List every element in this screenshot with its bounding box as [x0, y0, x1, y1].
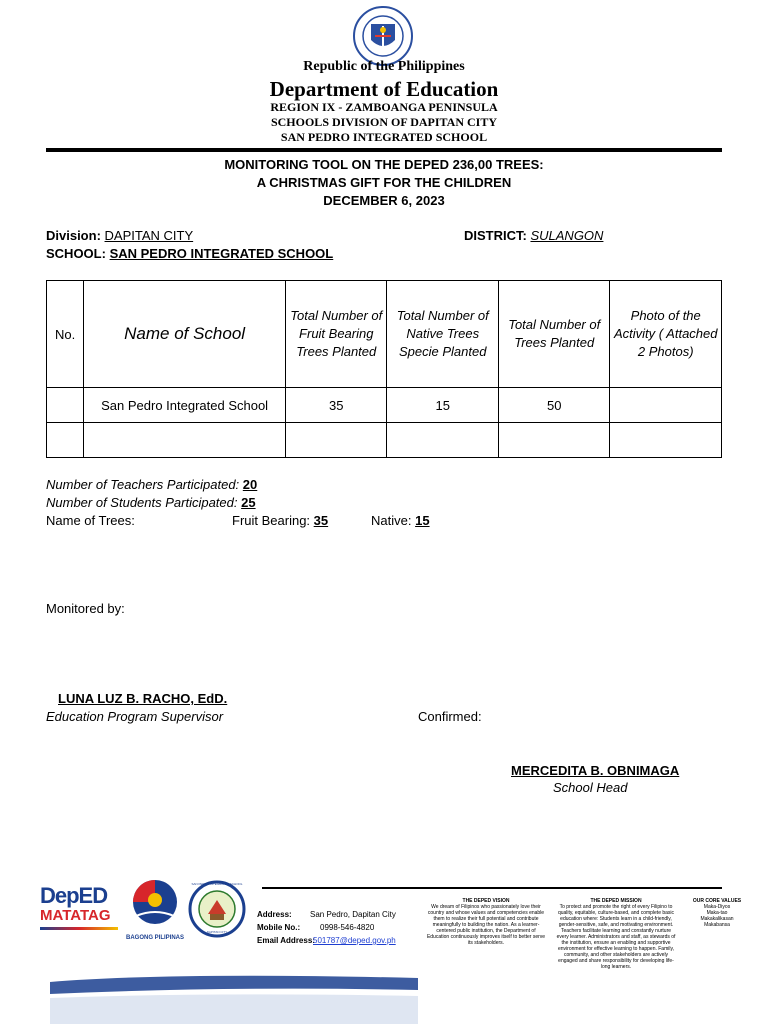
bagong-pilipinas-logo	[122, 878, 188, 941]
division-label: Division:	[46, 228, 101, 243]
footer-divider	[262, 887, 722, 889]
core-value-item: Makabansa	[704, 922, 730, 928]
division-field	[46, 228, 193, 243]
school-seal-logo	[188, 880, 246, 938]
supervisor-title: Education Program Supervisor	[46, 709, 224, 724]
bagong-pilipinas-text: BAGONG PILIPINAS	[125, 935, 184, 941]
email-label: Email Address:	[257, 936, 315, 945]
col-native: Total Number of Native Trees Specie Planted	[387, 281, 498, 388]
fruit-label: Fruit Bearing:	[232, 513, 311, 528]
header-republic: Republic of the Philippines	[303, 59, 465, 74]
doc-date: DECEMBER 6, 2023	[323, 193, 445, 208]
cell-fruit: 35	[286, 388, 387, 423]
mobile-value: 0998-546-4820	[320, 923, 375, 932]
school-head-title: School Head	[553, 780, 628, 795]
cell-photo	[610, 423, 722, 458]
core-value-item: Makakalikasan	[700, 916, 734, 922]
table-header-row	[47, 281, 722, 388]
native-label: Native:	[371, 513, 412, 528]
core-value-item: Maka-Diyos	[703, 904, 731, 910]
email-link[interactable]: 501787@deped.gov.ph	[313, 936, 396, 945]
cell-total: 50	[498, 388, 609, 423]
header-region: REGION IX - ZAMBOANGA PENINSULA	[270, 100, 498, 114]
header-school: SAN PEDRO INTEGRATED SCHOOL	[280, 130, 488, 144]
monitored-by-label: Monitored by:	[46, 601, 125, 616]
mission-text: To protect and promote the right of every Filipino to quality, equitable, culture-based, and complete basic education where: Students learn in a child-friendly, gender-sensitive, safe, and motivating environment. Teachers facilitate learning and constantly nurture every learner. Administrators and staff, as stewards of the institution, ensure an enabling and supportive environment for effective learning to happen. Family, community, and other stakeholders are actively engaged and share responsibility for developing life-long learners.	[556, 904, 676, 970]
deped-mission-block	[556, 898, 676, 970]
col-fruit: Total Number of Fruit Bearing Trees Planted	[286, 281, 387, 388]
trees-label: Name of Trees:	[46, 513, 135, 528]
cell-no	[47, 388, 84, 423]
teachers-line	[46, 477, 257, 492]
students-line	[46, 495, 256, 510]
core-values-block	[684, 898, 750, 928]
table-row	[47, 423, 722, 458]
cell-name: San Pedro Integrated School	[84, 388, 286, 423]
core-value-item: Maka-tao	[706, 910, 728, 916]
school-seal-text: SAN PEDRO INTEGRATED SCHOOL	[191, 882, 243, 886]
cell-fruit	[286, 423, 387, 458]
matatag-wordmark: MATATAG	[40, 907, 111, 924]
district-field	[464, 228, 603, 243]
header-department: Department of Education	[269, 77, 499, 101]
address-label: Address:	[257, 910, 292, 919]
doc-title-line2: A CHRISTMAS GIFT FOR THE CHILDREN	[256, 175, 512, 190]
native-value: 15	[415, 513, 430, 528]
address-value: San Pedro, Dapitan City	[310, 910, 396, 919]
district-label: DISTRICT:	[464, 228, 527, 243]
doc-title-line1: MONITORING TOOL ON THE DEPED 236,00 TREES:	[224, 157, 544, 172]
mobile-label: Mobile No.:	[257, 923, 301, 932]
table-row	[47, 388, 722, 423]
teachers-label: Number of Teachers Participated:	[46, 477, 240, 492]
col-total: Total Number of Trees Planted	[498, 281, 609, 388]
deped-vision-block	[426, 898, 546, 946]
students-value: 25	[241, 495, 256, 510]
cell-native	[387, 423, 498, 458]
district-value: SULANGON	[530, 228, 604, 243]
col-no: No.	[47, 281, 84, 388]
core-values-title: OUR CORE VALUES	[692, 898, 742, 904]
school-seal-city: DAPITAN CITY	[206, 930, 228, 934]
cell-no	[47, 423, 84, 458]
footer-wave-decoration	[50, 968, 418, 1024]
supervisor-name: LUNA LUZ B. RACHO, EdD.	[58, 691, 228, 706]
teachers-value: 20	[242, 477, 258, 492]
confirmed-label: Confirmed:	[418, 709, 482, 724]
fruit-value: 35	[313, 513, 329, 528]
col-photo: Photo of the Activity ( Attached 2 Photos)	[610, 281, 722, 388]
cell-total	[498, 423, 609, 458]
vision-title: THE DEPED VISION	[462, 898, 510, 904]
deped-matatag-logo	[40, 884, 120, 944]
mission-title: THE DEPED MISSION	[590, 898, 642, 904]
col-name: Name of School	[84, 281, 286, 388]
deped-wordmark: DepED	[40, 883, 108, 908]
students-label: Number of Students Participated:	[46, 495, 238, 510]
header-division: SCHOOLS DIVISION OF DAPITAN CITY	[270, 115, 498, 129]
cell-photo	[610, 388, 722, 423]
matatag-stripe	[40, 927, 118, 930]
division-value: DAPITAN CITY	[104, 228, 194, 243]
school-value: SAN PEDRO INTEGRATED SCHOOL	[109, 246, 334, 261]
school-label: SCHOOL:	[46, 246, 106, 261]
cell-name	[84, 423, 286, 458]
fruit-line	[232, 513, 328, 528]
school-field	[46, 246, 333, 261]
deped-seal-logo	[338, 6, 428, 66]
school-head-name: MERCEDITA B. OBNIMAGA	[511, 763, 680, 778]
header-divider	[46, 148, 722, 152]
native-line	[371, 513, 430, 528]
vision-text: We dream of Filipinos who passionately love their country and whose values and competencies enable them to realize their full potential and contribute meaningfully to building the nation. As a learner-centered public institution, the Department of Education continuously improves itself to better serve its stakeholders.	[426, 904, 546, 946]
monitoring-table	[46, 280, 722, 458]
cell-native: 15	[387, 388, 498, 423]
